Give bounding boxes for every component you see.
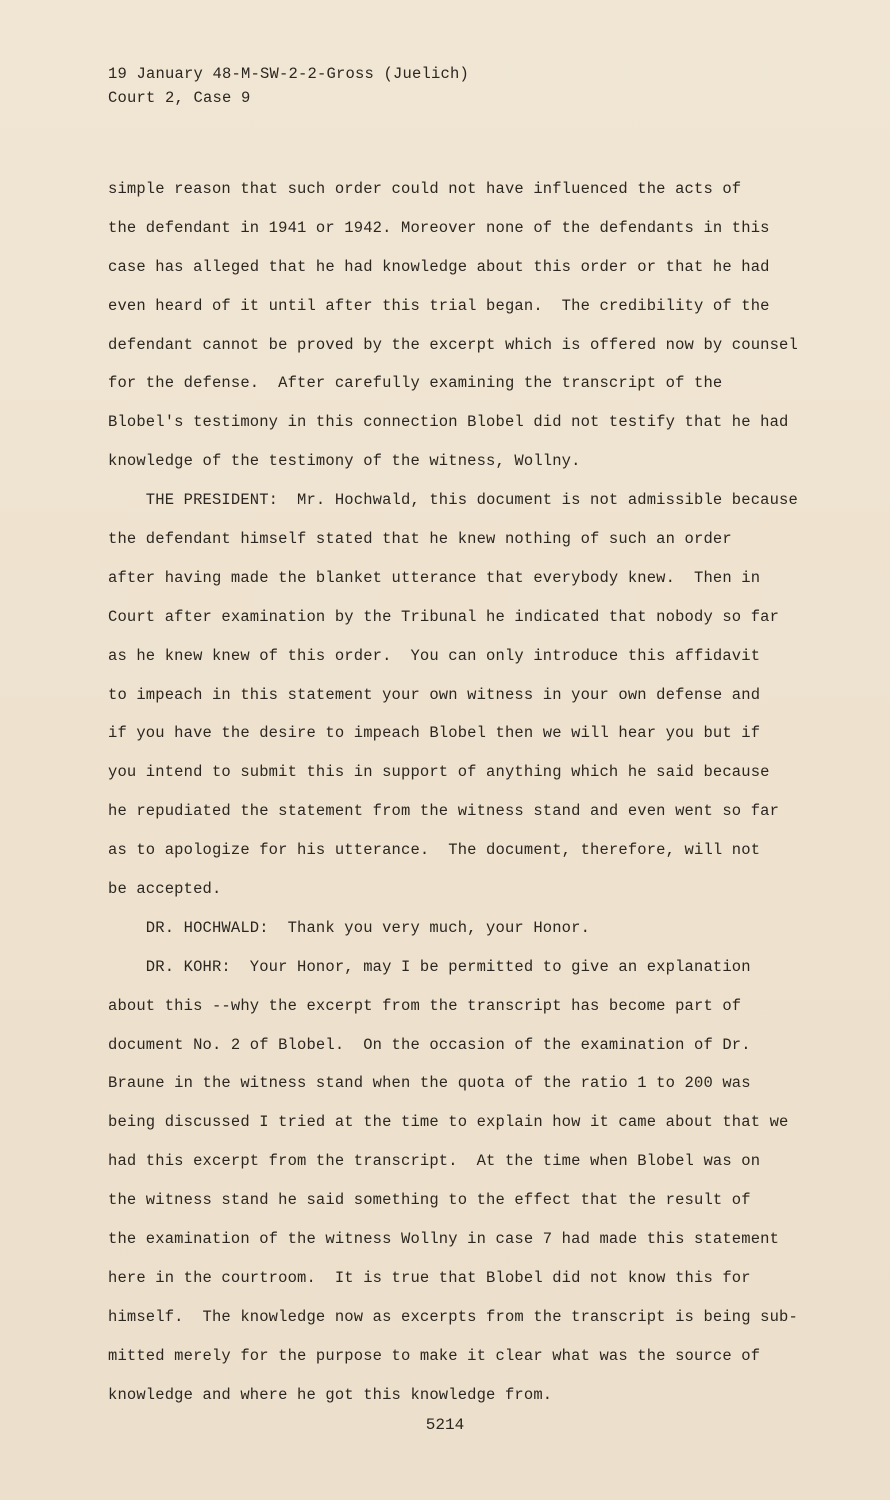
document-header: [108, 62, 469, 110]
text-line: defendant cannot be proved by the excerpt which is offered now by counsel: [108, 335, 798, 354]
text-line: being discussed I tried at the time to explain how it came about that we: [108, 1113, 789, 1132]
text-line: THE PRESIDENT: Mr. Hochwald, this document is not admissible because: [108, 491, 798, 510]
text-line: mitted merely for the purpose to make it clear what was the source of: [108, 1346, 761, 1365]
text-line: be accepted.: [108, 880, 222, 899]
text-line: you intend to submit this in support of anything which he said because: [108, 763, 770, 782]
text-line: the defendant himself stated that he knew nothing of such an order: [108, 530, 732, 549]
text-line: DR. HOCHWALD: Thank you very much, your Honor.: [108, 918, 591, 937]
text-line: himself. The knowledge now as excerpts from the transcript is being sub-: [108, 1307, 798, 1326]
text-line: knowledge of the testimony of the witness, Wollny.: [108, 452, 581, 471]
header-line-1: 19 January 48-M-SW-2-2-Gross (Juelich): [108, 65, 470, 83]
text-line: the witness stand he said something to the effect that the result of: [108, 1191, 751, 1210]
header-line-2: Court 2, Case 9: [108, 89, 251, 107]
text-line: the examination of the witness Wollny in case 7 had made this statement: [108, 1230, 780, 1249]
page-number: 5214: [425, 1416, 465, 1434]
text-line: even heard of it until after this trial began. The credibility of the: [108, 296, 770, 315]
text-line: document No. 2 of Blobel. On the occasion of the examination of Dr.: [108, 1035, 751, 1054]
text-line: as he knew knew of this order. You can only introduce this affidavit: [108, 646, 761, 665]
text-line: knowledge and where he got this knowledge from.: [108, 1385, 553, 1404]
text-line: Braune in the witness stand when the quota of the ratio 1 to 200 was: [108, 1074, 751, 1093]
text-line: after having made the blanket utterance that everybody knew. Then in: [108, 568, 761, 587]
text-line: he repudiated the statement from the witness stand and even went so far: [108, 802, 780, 821]
text-line: simple reason that such order could not have influenced the acts of: [108, 180, 742, 198]
text-line: DR. KOHR: Your Honor, may I be permitted to give an explanation: [108, 957, 751, 976]
text-line: about this --why the excerpt from the transcript has become part of: [108, 996, 742, 1015]
text-line: if you have the desire to impeach Blobel then we will hear you but if: [108, 724, 761, 743]
document-body: [108, 176, 838, 1421]
text-line: case has alleged that he had knowledge about this order or that he had: [108, 257, 770, 276]
text-line: as to apologize for his utterance. The document, therefore, will not: [108, 841, 761, 860]
text-line: here in the courtroom. It is true that Blobel did not know this for: [108, 1268, 751, 1287]
text-line: the defendant in 1941 or 1942. Moreover none of the defendants in this: [108, 218, 770, 237]
text-line: had this excerpt from the transcript. At the time when Blobel was on: [108, 1152, 761, 1171]
text-line: to impeach in this statement your own witness in your own defense and: [108, 685, 761, 704]
text-line: for the defense. After carefully examining the transcript of the: [108, 374, 723, 393]
text-line: Blobel's testimony in this connection Blobel did not testify that he had: [108, 413, 789, 432]
text-line: Court after examination by the Tribunal he indicated that nobody so far: [108, 607, 780, 626]
